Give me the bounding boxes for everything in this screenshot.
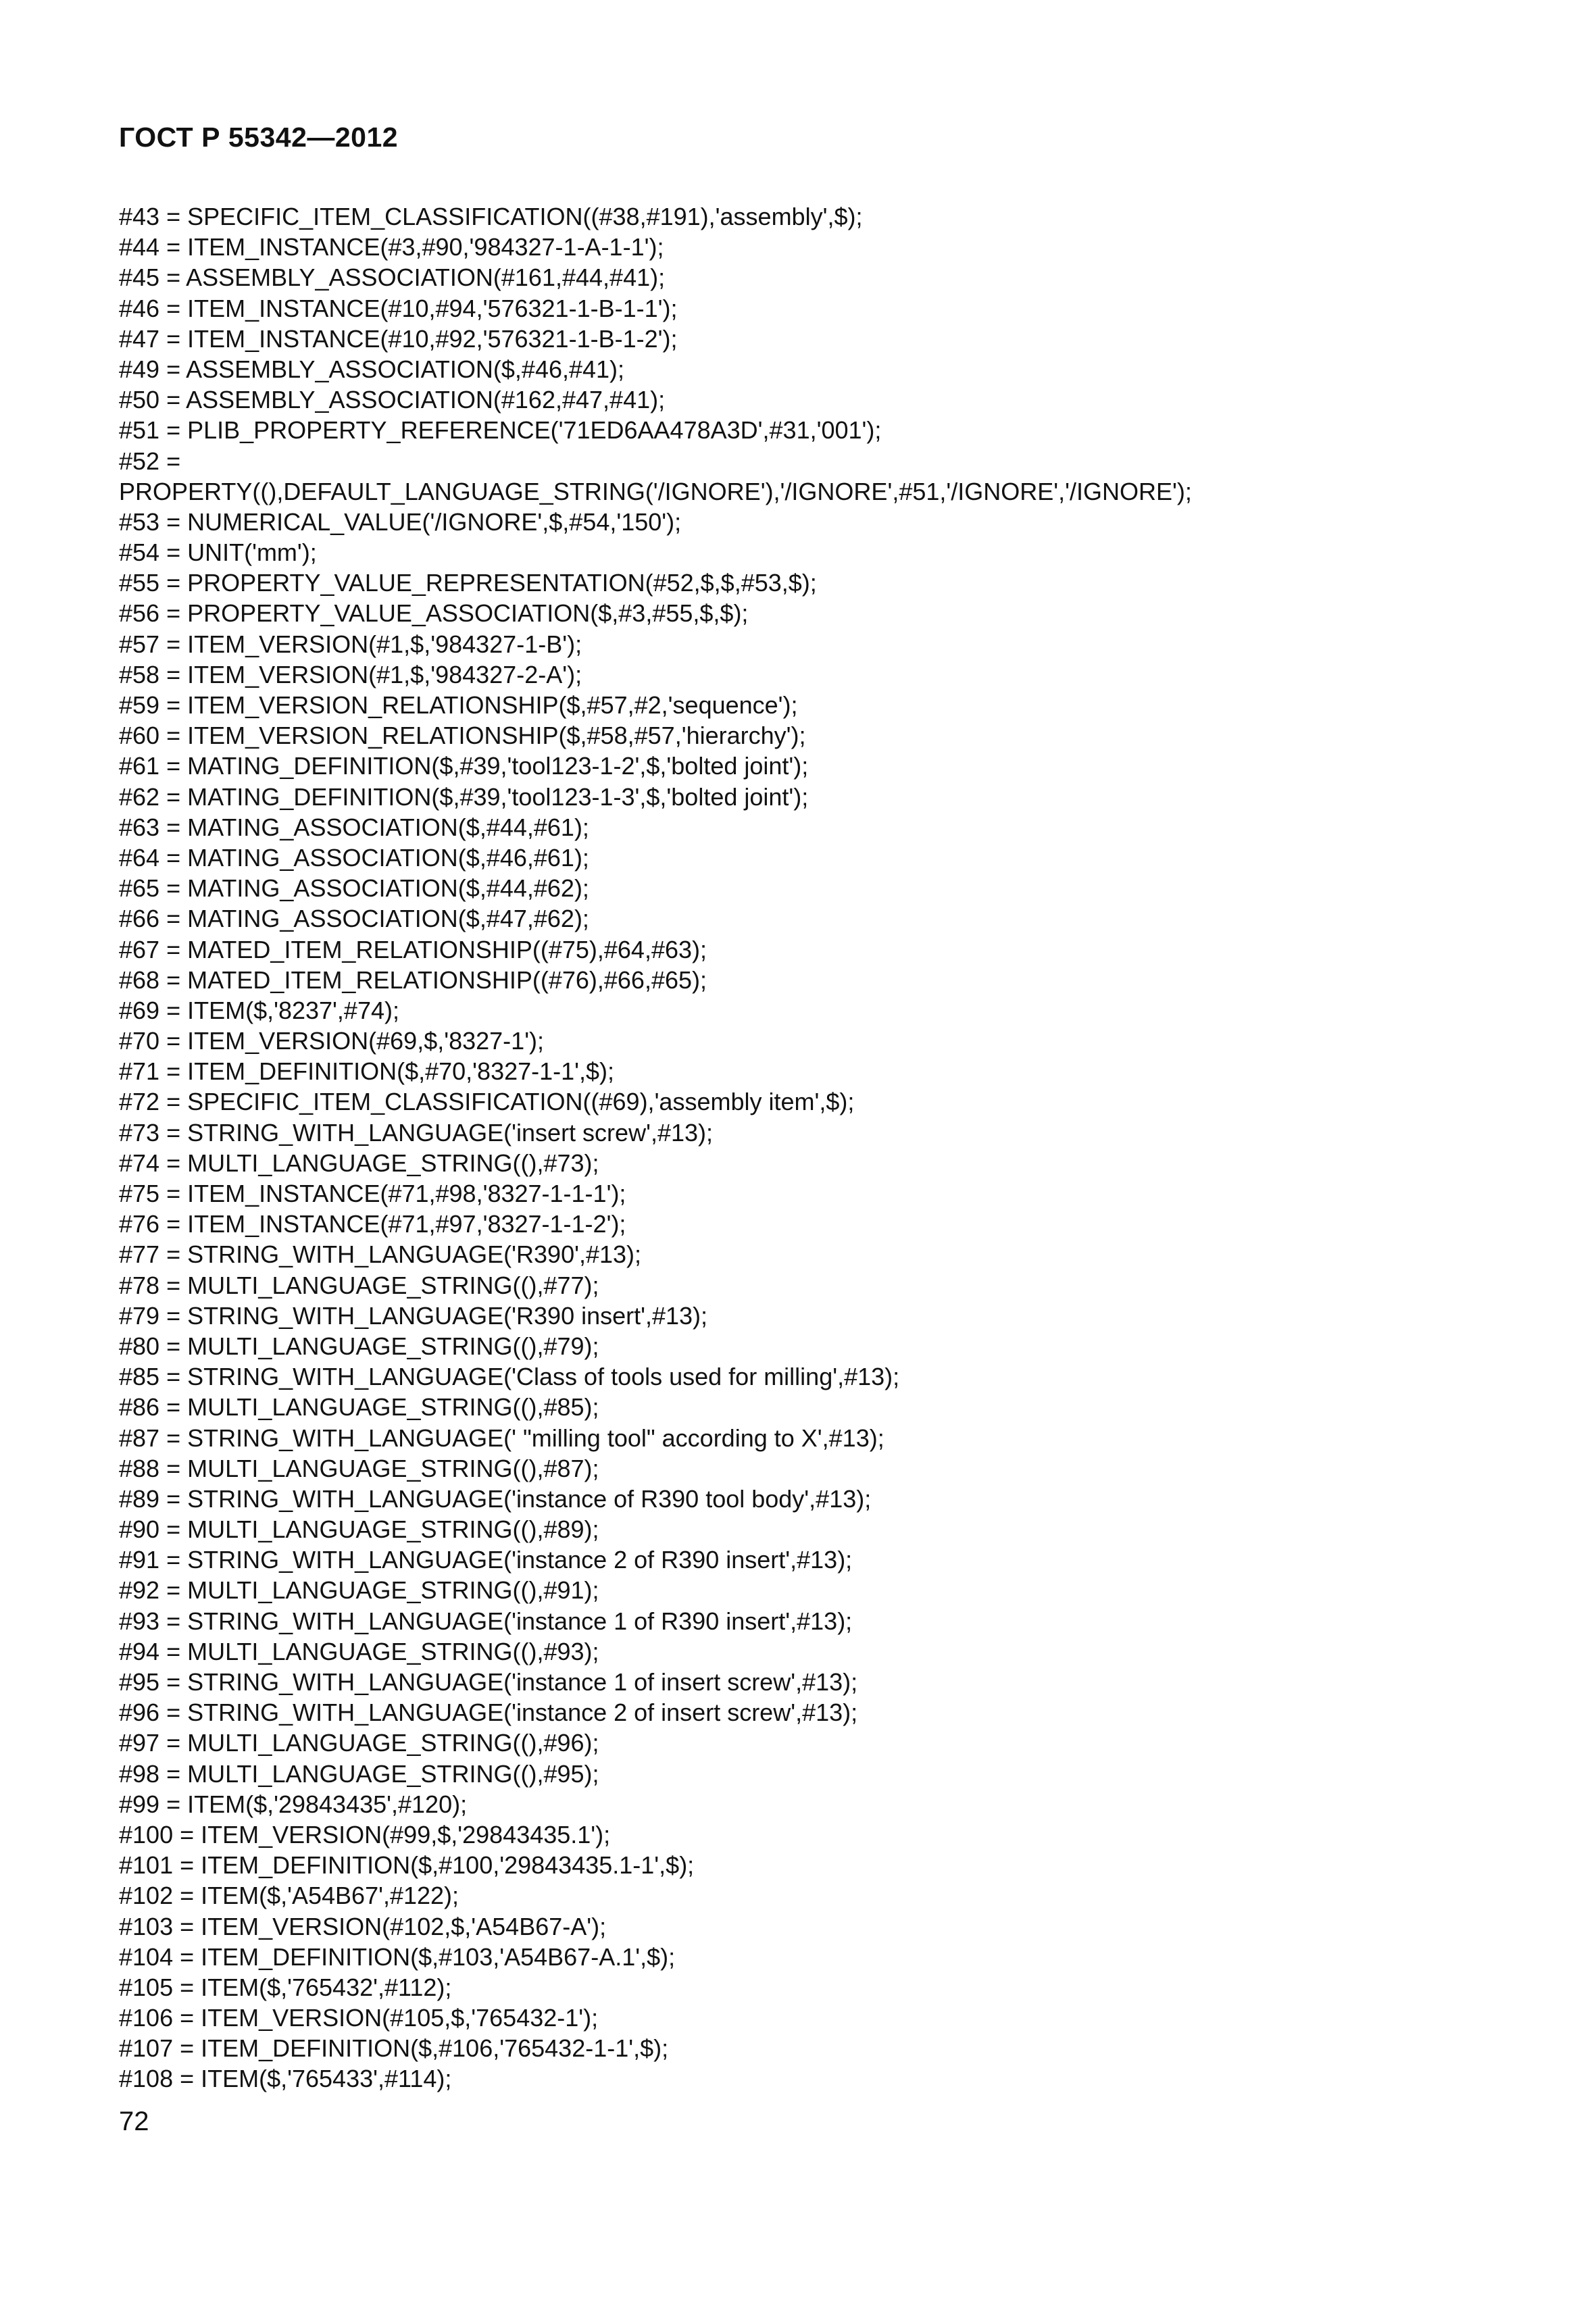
code-line: #63 = MATING_ASSOCIATION($,#44,#61); [119,813,589,841]
code-line: #85 = STRING_WITH_LANGUAGE('Class of tools used for milling',#13); [119,1363,900,1391]
code-line: #66 = MATING_ASSOCIATION($,#47,#62); [119,905,589,933]
code-line: #86 = MULTI_LANGUAGE_STRING((),#85); [119,1393,599,1422]
code-line: #44 = ITEM_INSTANCE(#3,#90,'984327-1-A-1-1'); [119,233,664,261]
document-header: ГОСТ Р 55342—2012 [119,122,399,153]
code-line: #108 = ITEM($,'765433',#114); [119,2065,452,2093]
code-line: #55 = PROPERTY_VALUE_REPRESENTATION(#52,$,$,#53,$); [119,569,817,597]
code-line: #99 = ITEM($,'29843435',#120); [119,1790,468,1818]
code-line: #100 = ITEM_VERSION(#99,$,'29843435.1'); [119,1820,611,1848]
code-line: #103 = ITEM_VERSION(#102,$,'A54B67-A'); [119,1912,607,1940]
code-line: #77 = STRING_WITH_LANGUAGE('R390',#13); [119,1240,642,1269]
code-line: #107 = ITEM_DEFINITION($,#106,'765432-1-1',$); [119,2034,669,2063]
page-number: 72 [119,2107,149,2136]
code-line: #62 = MATING_DEFINITION($,#39,'tool123-1-3',$,'bolted joint'); [119,782,809,811]
code-line: #87 = STRING_WITH_LANGUAGE(' "milling tool" according to X',#13); [119,1424,884,1452]
code-line: #69 = ITEM($,'8237',#74); [119,996,399,1024]
code-line: #106 = ITEM_VERSION(#105,$,'765432-1'); [119,2004,599,2032]
code-line: #104 = ITEM_DEFINITION($,#103,'A54B67-A.1',$); [119,1942,676,1971]
code-line: #88 = MULTI_LANGUAGE_STRING((),#87); [119,1454,599,1482]
code-listing [119,201,1504,2094]
code-line: #93 = STRING_WITH_LANGUAGE('instance 1 of R390 insert',#13); [119,1607,853,1635]
code-line: #102 = ITEM($,'A54B67',#122); [119,1882,459,1910]
code-line: #79 = STRING_WITH_LANGUAGE('R390 insert',#13); [119,1301,708,1330]
code-line: #43 = SPECIFIC_ITEM_CLASSIFICATION((#38,#191),'assembly',$); [119,203,863,230]
code-line: #70 = ITEM_VERSION(#69,$,'8327-1'); [119,1027,545,1055]
code-line: #98 = MULTI_LANGUAGE_STRING((),#95); [119,1759,599,1788]
code-line: #89 = STRING_WITH_LANGUAGE('instance of R390 tool body',#13); [119,1484,872,1513]
code-line: #76 = ITEM_INSTANCE(#71,#97,'8327-1-1-2'); [119,1210,626,1238]
code-line: #47 = ITEM_INSTANCE(#10,#92,'576321-1-B-1-2'); [119,324,678,353]
code-line: #75 = ITEM_INSTANCE(#71,#98,'8327-1-1-1'); [119,1180,626,1207]
code-line: #64 = MATING_ASSOCIATION($,#46,#61); [119,843,589,872]
code-line: #60 = ITEM_VERSION_RELATIONSHIP($,#58,#57,'hierarchy'); [119,722,806,750]
code-line: #49 = ASSEMBLY_ASSOCIATION($,#46,#41); [119,355,625,383]
code-line: #53 = NUMERICAL_VALUE('/IGNORE',$,#54,'150'); [119,507,682,536]
code-line: #56 = PROPERTY_VALUE_ASSOCIATION($,#3,#55,$,$); [119,599,749,628]
code-line: #92 = MULTI_LANGUAGE_STRING((),#91); [119,1576,599,1605]
code-line: #73 = STRING_WITH_LANGUAGE('insert screw',#13); [119,1118,713,1147]
code-line: #58 = ITEM_VERSION(#1,$,'984327-2-A'); [119,660,582,688]
code-line: #59 = ITEM_VERSION_RELATIONSHIP($,#57,#2,'sequence'); [119,691,798,719]
code-line: #74 = MULTI_LANGUAGE_STRING((),#73); [119,1149,599,1177]
code-line: #54 = UNIT('mm'); [119,538,317,567]
code-line: #96 = STRING_WITH_LANGUAGE('instance 2 of insert screw',#13); [119,1699,858,1727]
code-line: #95 = STRING_WITH_LANGUAGE('instance 1 of insert screw',#13); [119,1668,858,1696]
code-line: #50 = ASSEMBLY_ASSOCIATION(#162,#47,#41); [119,386,666,414]
code-line: #45 = ASSEMBLY_ASSOCIATION(#161,#44,#41); [119,263,666,292]
code-line: #90 = MULTI_LANGUAGE_STRING((),#89); [119,1515,599,1544]
code-line: #52 = [119,447,181,475]
code-line: #46 = ITEM_INSTANCE(#10,#94,'576321-1-B-1-1'); [119,294,678,322]
code-line: #61 = MATING_DEFINITION($,#39,'tool123-1-2',$,'bolted joint'); [119,752,809,780]
code-line: #68 = MATED_ITEM_RELATIONSHIP((#76),#66,#65); [119,965,707,994]
code-line: #65 = MATING_ASSOCIATION($,#44,#62); [119,874,589,903]
code-line: PROPERTY((),DEFAULT_LANGUAGE_STRING('/IGNORE'),'/IGNORE',#51,'/IGNORE','/IGNORE'); [119,477,1192,505]
code-line: #51 = PLIB_PROPERTY_REFERENCE('71ED6AA478A3D',#31,'001'); [119,416,882,445]
code-line: #91 = STRING_WITH_LANGUAGE('instance 2 of R390 insert',#13); [119,1546,853,1574]
code-line: #57 = ITEM_VERSION(#1,$,'984327-1-B'); [119,630,582,658]
code-line: #71 = ITEM_DEFINITION($,#70,'8327-1-1',$); [119,1057,615,1086]
code-line: #97 = MULTI_LANGUAGE_STRING((),#96); [119,1729,599,1757]
code-line: #105 = ITEM($,'765432',#112); [119,1973,452,2001]
code-line: #101 = ITEM_DEFINITION($,#100,'29843435.1-1',$); [119,1851,695,1880]
code-line: #94 = MULTI_LANGUAGE_STRING((),#93); [119,1637,599,1665]
code-line: #67 = MATED_ITEM_RELATIONSHIP((#75),#64,#63); [119,935,707,963]
code-line: #78 = MULTI_LANGUAGE_STRING((),#77); [119,1271,599,1299]
code-line: #80 = MULTI_LANGUAGE_STRING((),#79); [119,1332,599,1360]
code-line: #72 = SPECIFIC_ITEM_CLASSIFICATION((#69),'assembly item',$); [119,1088,855,1116]
